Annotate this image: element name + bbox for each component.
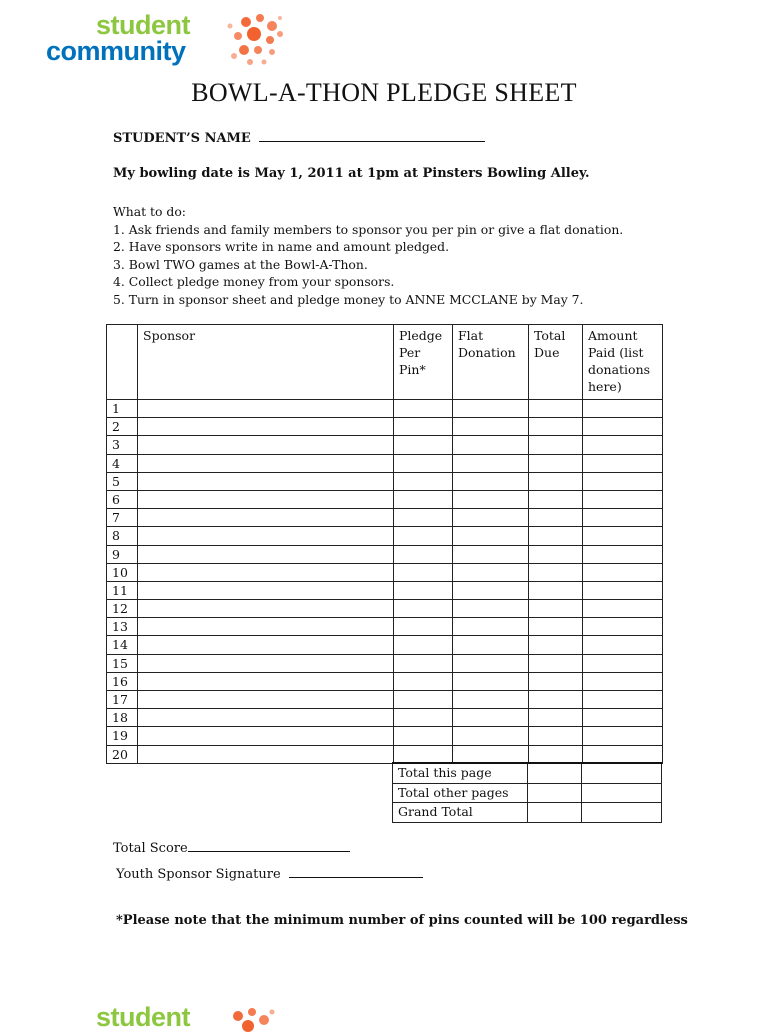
header-pledge-per-pin: Pledge Per Pin* xyxy=(394,325,453,400)
student-name-row xyxy=(113,131,485,146)
amount-paid-cell[interactable] xyxy=(583,545,663,563)
total-this-page-paid[interactable] xyxy=(582,763,662,783)
grand-total-paid[interactable] xyxy=(582,803,662,823)
table-row xyxy=(107,691,663,709)
student-community-logo xyxy=(46,12,296,68)
grand-total-due[interactable] xyxy=(528,803,582,823)
sponsor-cell[interactable] xyxy=(138,745,394,763)
total-due-cell[interactable] xyxy=(529,600,583,618)
total-other-pages-paid[interactable] xyxy=(582,783,662,803)
grand-total-label: Grand Total xyxy=(393,803,528,823)
bottom-logo xyxy=(96,1004,296,1034)
row-number: 20 xyxy=(107,745,138,763)
bowling-date: My bowling date is May 1, 2011 at 1pm at Pinsters Bowling Alley. xyxy=(113,166,590,181)
pledge-per-pin-cell[interactable] xyxy=(394,636,453,654)
table-row xyxy=(107,490,663,508)
sponsor-cell[interactable] xyxy=(138,691,394,709)
total-due-cell[interactable] xyxy=(529,509,583,527)
pledge-per-pin-cell[interactable] xyxy=(394,709,453,727)
logo-word-student: student xyxy=(96,10,190,40)
pledge-per-pin-cell[interactable] xyxy=(394,527,453,545)
flat-donation-cell[interactable] xyxy=(453,618,529,636)
row-number: 17 xyxy=(107,691,138,709)
step-4: 4. Collect pledge money from your sponsors. xyxy=(113,274,395,289)
header-total-due: Total Due xyxy=(529,325,583,400)
total-this-page-due[interactable] xyxy=(528,763,582,783)
student-name-label: STUDENT’S NAME xyxy=(113,131,251,146)
sponsor-cell[interactable] xyxy=(138,436,394,454)
pledge-per-pin-cell[interactable] xyxy=(394,745,453,763)
sponsor-cell[interactable] xyxy=(138,454,394,472)
amount-paid-cell[interactable] xyxy=(583,400,663,418)
pledge-per-pin-cell[interactable] xyxy=(394,436,453,454)
header-amount-paid: Amount Paid (list donations here) xyxy=(583,325,663,400)
flat-donation-cell[interactable] xyxy=(453,400,529,418)
table-row xyxy=(107,545,663,563)
total-other-pages-due[interactable] xyxy=(528,783,582,803)
table-row xyxy=(107,472,663,490)
flat-donation-cell[interactable] xyxy=(453,490,529,508)
sponsor-cell[interactable] xyxy=(138,672,394,690)
flat-donation-cell[interactable] xyxy=(453,454,529,472)
row-number: 12 xyxy=(107,600,138,618)
table-row xyxy=(107,727,663,745)
pledge-per-pin-cell[interactable] xyxy=(394,691,453,709)
total-due-cell[interactable] xyxy=(529,527,583,545)
minimum-pins-note: *Please note that the minimum number of pins counted will be 100 regardless xyxy=(116,913,688,928)
row-number: 1 xyxy=(107,400,138,418)
row-number: 18 xyxy=(107,709,138,727)
table-row xyxy=(107,400,663,418)
amount-paid-cell[interactable] xyxy=(583,600,663,618)
table-row xyxy=(107,672,663,690)
pledge-per-pin-cell[interactable] xyxy=(394,509,453,527)
total-due-cell[interactable] xyxy=(529,545,583,563)
total-due-cell[interactable] xyxy=(529,454,583,472)
sponsor-cell[interactable] xyxy=(138,727,394,745)
total-due-cell[interactable] xyxy=(529,472,583,490)
total-due-cell[interactable] xyxy=(529,691,583,709)
sponsor-cell[interactable] xyxy=(138,472,394,490)
pledge-per-pin-cell[interactable] xyxy=(394,472,453,490)
total-due-cell[interactable] xyxy=(529,618,583,636)
row-number: 16 xyxy=(107,672,138,690)
pledge-per-pin-cell[interactable] xyxy=(394,490,453,508)
pledge-per-pin-cell[interactable] xyxy=(394,654,453,672)
step-1: 1. Ask friends and family members to sponsor you per pin or give a flat donation. xyxy=(113,221,624,237)
flat-donation-cell[interactable] xyxy=(453,709,529,727)
row-number: 4 xyxy=(107,454,138,472)
sponsor-cell[interactable] xyxy=(138,618,394,636)
row-number: 3 xyxy=(107,436,138,454)
amount-paid-cell[interactable] xyxy=(583,490,663,508)
table-row xyxy=(107,454,663,472)
flat-donation-cell[interactable] xyxy=(453,600,529,618)
bottom-logo-dots-icon xyxy=(224,1006,278,1032)
totals-table xyxy=(392,762,662,823)
total-this-page-label: Total this page xyxy=(393,763,528,783)
table-row xyxy=(107,636,663,654)
row-number: 2 xyxy=(107,418,138,436)
youth-sponsor-label: Youth Sponsor Signature xyxy=(116,867,281,882)
logo-word-community: community xyxy=(46,36,186,66)
step-2: 2. Have sponsors write in name and amount pledged. xyxy=(113,239,450,254)
total-due-cell[interactable] xyxy=(529,636,583,654)
amount-paid-cell[interactable] xyxy=(583,454,663,472)
amount-paid-cell[interactable] xyxy=(583,418,663,436)
row-number: 10 xyxy=(107,563,138,581)
bottom-logo-word: student xyxy=(96,1004,190,1032)
amount-paid-cell[interactable] xyxy=(583,709,663,727)
pledge-per-pin-cell[interactable] xyxy=(394,545,453,563)
total-other-pages-label: Total other pages xyxy=(393,783,528,803)
sponsor-cell[interactable] xyxy=(138,527,394,545)
pledge-per-pin-cell[interactable] xyxy=(394,400,453,418)
table-row xyxy=(107,709,663,727)
flat-donation-cell[interactable] xyxy=(453,691,529,709)
amount-paid-cell[interactable] xyxy=(583,691,663,709)
flat-donation-cell[interactable] xyxy=(453,545,529,563)
total-due-cell[interactable] xyxy=(529,563,583,581)
row-number: 13 xyxy=(107,618,138,636)
total-due-cell[interactable] xyxy=(529,727,583,745)
instructions xyxy=(113,203,623,308)
pledge-per-pin-cell[interactable] xyxy=(394,727,453,745)
amount-paid-cell[interactable] xyxy=(583,509,663,527)
step-5: 5. Turn in sponsor sheet and pledge money to ANNE MCCLANE by May 7. xyxy=(113,291,584,307)
row-number: 14 xyxy=(107,636,138,654)
page-title: BOWL-A-THON PLEDGE SHEET xyxy=(191,78,577,107)
sponsor-cell[interactable] xyxy=(138,545,394,563)
table-row xyxy=(107,418,663,436)
flat-donation-cell[interactable] xyxy=(453,727,529,745)
flat-donation-cell[interactable] xyxy=(453,472,529,490)
sponsor-cell[interactable] xyxy=(138,654,394,672)
amount-paid-cell[interactable] xyxy=(583,745,663,763)
logo-dots-icon xyxy=(224,12,286,72)
sponsor-cell[interactable] xyxy=(138,563,394,581)
header-flat-donation: Flat Donation xyxy=(453,325,529,400)
total-due-cell[interactable] xyxy=(529,745,583,763)
sponsor-cell[interactable] xyxy=(138,709,394,727)
table-row xyxy=(107,581,663,599)
total-this-page-row xyxy=(393,763,662,783)
table-row xyxy=(107,618,663,636)
amount-paid-cell[interactable] xyxy=(583,727,663,745)
amount-paid-cell[interactable] xyxy=(583,581,663,599)
amount-paid-cell[interactable] xyxy=(583,636,663,654)
amount-paid-cell[interactable] xyxy=(583,436,663,454)
amount-paid-cell[interactable] xyxy=(583,563,663,581)
youth-sponsor-row xyxy=(116,867,423,882)
pledge-table xyxy=(106,324,663,764)
pledge-per-pin-cell[interactable] xyxy=(394,618,453,636)
sponsor-cell[interactable] xyxy=(138,581,394,599)
row-number: 8 xyxy=(107,527,138,545)
amount-paid-cell[interactable] xyxy=(583,654,663,672)
sponsor-cell[interactable] xyxy=(138,418,394,436)
flat-donation-cell[interactable] xyxy=(453,563,529,581)
pledge-per-pin-cell[interactable] xyxy=(394,563,453,581)
flat-donation-cell[interactable] xyxy=(453,745,529,763)
total-score-label: Total Score xyxy=(113,841,188,856)
total-score-row xyxy=(113,841,350,856)
row-number: 15 xyxy=(107,654,138,672)
table-row xyxy=(107,436,663,454)
amount-paid-cell[interactable] xyxy=(583,618,663,636)
row-number: 19 xyxy=(107,727,138,745)
sponsor-cell[interactable] xyxy=(138,509,394,527)
what-to-do-heading: What to do: xyxy=(113,204,186,219)
total-other-pages-row xyxy=(393,783,662,803)
row-number: 11 xyxy=(107,581,138,599)
step-3: 3. Bowl TWO games at the Bowl-A-Thon. xyxy=(113,256,368,272)
row-number: 5 xyxy=(107,472,138,490)
total-due-cell[interactable] xyxy=(529,654,583,672)
amount-paid-cell[interactable] xyxy=(583,527,663,545)
grand-total-row xyxy=(393,803,662,823)
total-due-cell[interactable] xyxy=(529,418,583,436)
total-score-blank[interactable] xyxy=(188,850,350,852)
sponsor-cell[interactable] xyxy=(138,490,394,508)
flat-donation-cell[interactable] xyxy=(453,527,529,545)
total-due-cell[interactable] xyxy=(529,490,583,508)
youth-sponsor-blank[interactable] xyxy=(289,876,423,878)
flat-donation-cell[interactable] xyxy=(453,509,529,527)
pledge-per-pin-cell[interactable] xyxy=(394,600,453,618)
student-name-blank[interactable] xyxy=(259,140,485,142)
flat-donation-cell[interactable] xyxy=(453,418,529,436)
total-due-cell[interactable] xyxy=(529,436,583,454)
pledge-per-pin-cell[interactable] xyxy=(394,454,453,472)
total-due-cell[interactable] xyxy=(529,709,583,727)
pledge-per-pin-cell[interactable] xyxy=(394,672,453,690)
header-sponsor: Sponsor xyxy=(138,325,394,400)
table-row xyxy=(107,527,663,545)
sponsor-cell[interactable] xyxy=(138,636,394,654)
flat-donation-cell[interactable] xyxy=(453,436,529,454)
row-number: 7 xyxy=(107,509,138,527)
total-due-cell[interactable] xyxy=(529,581,583,599)
total-due-cell[interactable] xyxy=(529,672,583,690)
pledge-table-header xyxy=(107,325,663,400)
table-row xyxy=(107,600,663,618)
amount-paid-cell[interactable] xyxy=(583,472,663,490)
table-row xyxy=(107,654,663,672)
flat-donation-cell[interactable] xyxy=(453,636,529,654)
row-number: 9 xyxy=(107,545,138,563)
table-row xyxy=(107,745,663,763)
row-number: 6 xyxy=(107,490,138,508)
sponsor-cell[interactable] xyxy=(138,600,394,618)
flat-donation-cell[interactable] xyxy=(453,654,529,672)
total-due-cell[interactable] xyxy=(529,400,583,418)
header-number xyxy=(107,325,138,400)
flat-donation-cell[interactable] xyxy=(453,581,529,599)
flat-donation-cell[interactable] xyxy=(453,672,529,690)
table-row xyxy=(107,509,663,527)
sponsor-cell[interactable] xyxy=(138,400,394,418)
table-row xyxy=(107,563,663,581)
amount-paid-cell[interactable] xyxy=(583,672,663,690)
pledge-per-pin-cell[interactable] xyxy=(394,418,453,436)
pledge-per-pin-cell[interactable] xyxy=(394,581,453,599)
